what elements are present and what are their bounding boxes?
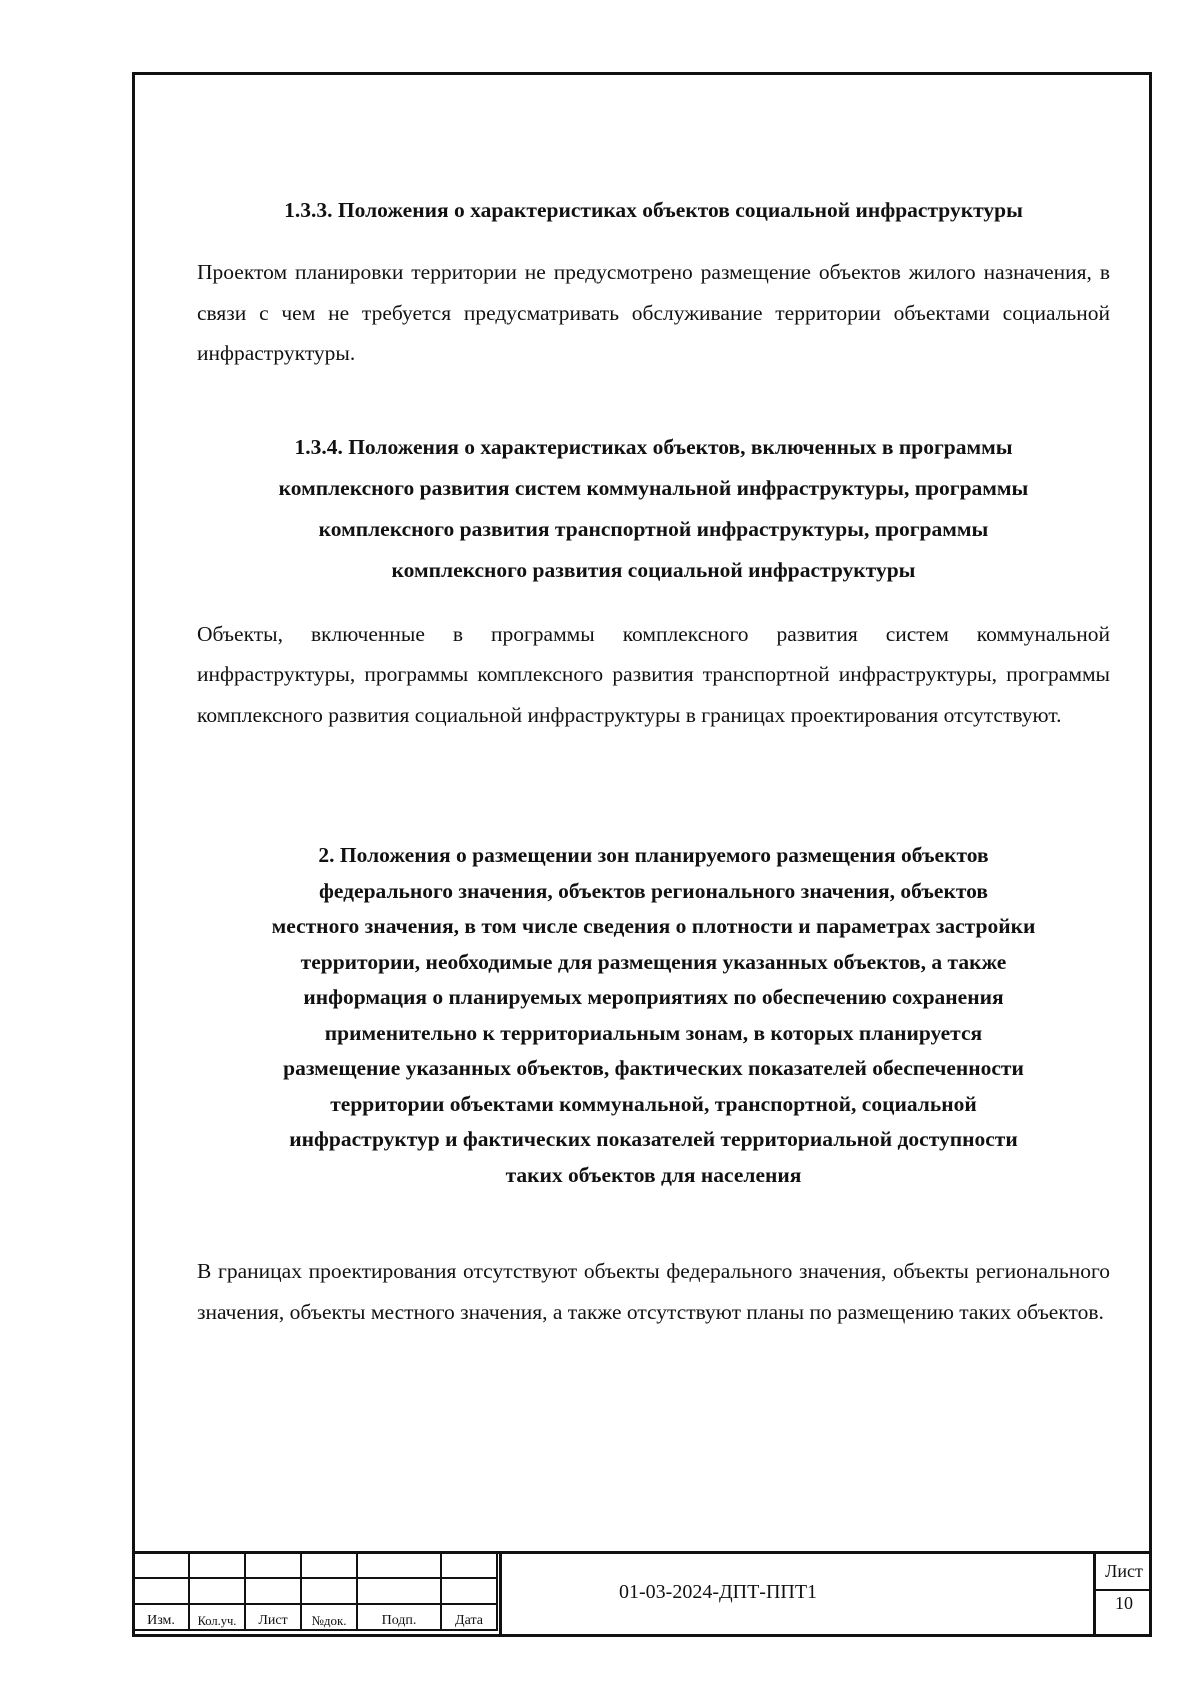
stamp-col-header: Подп.: [357, 1604, 441, 1630]
heading-line: информация о планируемых мероприятиях по обеспечению сохранения: [303, 985, 1004, 1009]
section-heading-1-3-4: [197, 427, 1110, 591]
heading-line: применительно к территориальным зонам, в которых планируется: [324, 1020, 983, 1045]
heading-line: территории, необходимые для размещения указанных объектов, а также: [300, 949, 1007, 974]
section-heading-1-3-3: 1.3.3. Положения о характеристиках объектов социальной инфраструктуры: [284, 198, 1023, 222]
stamp-cell: [133, 1578, 189, 1604]
title-block-stamp: [132, 1551, 1152, 1637]
heading-line: комплексного развития транспортной инфраструктуры, программы: [318, 516, 989, 541]
heading-line: комплексного развития систем коммунальной инфраструктуры, программы: [278, 475, 1029, 500]
section-text-2: В границах проектирования отсутствуют объекты федерального значения, объекты регионального значения, объекты местного значения, а также отсутствуют планы по размещению таких объектов.: [197, 1259, 1110, 1324]
stamp-cell: [441, 1578, 497, 1604]
stamp-col-header: №док.: [301, 1604, 357, 1630]
stamp-col-header: Изм.: [133, 1604, 189, 1630]
heading-line: федерального значения, объектов регионального значения, объектов: [319, 878, 988, 903]
stamp-cell: [357, 1552, 441, 1578]
stamp-cell: [245, 1578, 301, 1604]
page-content: [197, 190, 1110, 1332]
sheet-divider: [1096, 1589, 1152, 1591]
sheet-label: Лист: [1105, 1561, 1143, 1581]
heading-line: размещение указанных объектов, фактических показателей обеспеченности: [283, 1056, 1024, 1080]
stamp-cell: [189, 1552, 245, 1578]
stamp-col-header: Лист: [245, 1604, 301, 1630]
stamp-cell: [133, 1552, 189, 1578]
stamp-cell: [189, 1578, 245, 1604]
heading-line: местного значения, в том числе сведения о плотности и параметрах застройки: [271, 914, 1036, 938]
heading-line: инфраструктур и фактических показателей территориальной доступности: [289, 1127, 1018, 1151]
revision-grid: [132, 1551, 498, 1631]
stamp-col-header: Кол.уч.: [189, 1604, 245, 1630]
section-text-1-3-4: Объекты, включенные в программы комплексного развития систем коммунальной инфраструктуры, программы комплексного развития транспортной инфраструктуры, программы комплексного развития социальной инфраструктуры в границах проектирования отсутствуют.: [197, 621, 1110, 727]
section-heading-2: [197, 838, 1110, 1193]
heading-line: 1.3.4. Положения о характеристиках объектов, включенных в программы: [294, 434, 1013, 459]
stamp-col-header: Дата: [441, 1604, 497, 1630]
section-text-1-3-3: Проектом планировки территории не предусмотрено размещение объектов жилого назначения, в связи с чем не требуется предусматривать обслуживание территории объектами социальной инфраструктуры.: [197, 260, 1110, 365]
heading-line: 2. Положения о размещении зон планируемого размещения объектов: [318, 843, 989, 867]
stamp-divider: [499, 1551, 502, 1637]
stamp-cell: [301, 1552, 357, 1578]
stamp-cell: [301, 1578, 357, 1604]
page-frame: [132, 72, 1152, 1637]
document-code: 01-03-2024-ДПТ-ППТ1: [619, 1581, 818, 1603]
sheet-number: 10: [1115, 1593, 1133, 1613]
heading-line: территории объектами коммунальной, транспортной, социальной: [330, 1091, 977, 1116]
heading-line: таких объектов для населения: [505, 1162, 802, 1187]
stamp-cell: [245, 1552, 301, 1578]
stamp-cell: [357, 1578, 441, 1604]
heading-line: комплексного развития социальной инфраструктуры: [391, 557, 916, 582]
stamp-cell: [441, 1552, 497, 1578]
